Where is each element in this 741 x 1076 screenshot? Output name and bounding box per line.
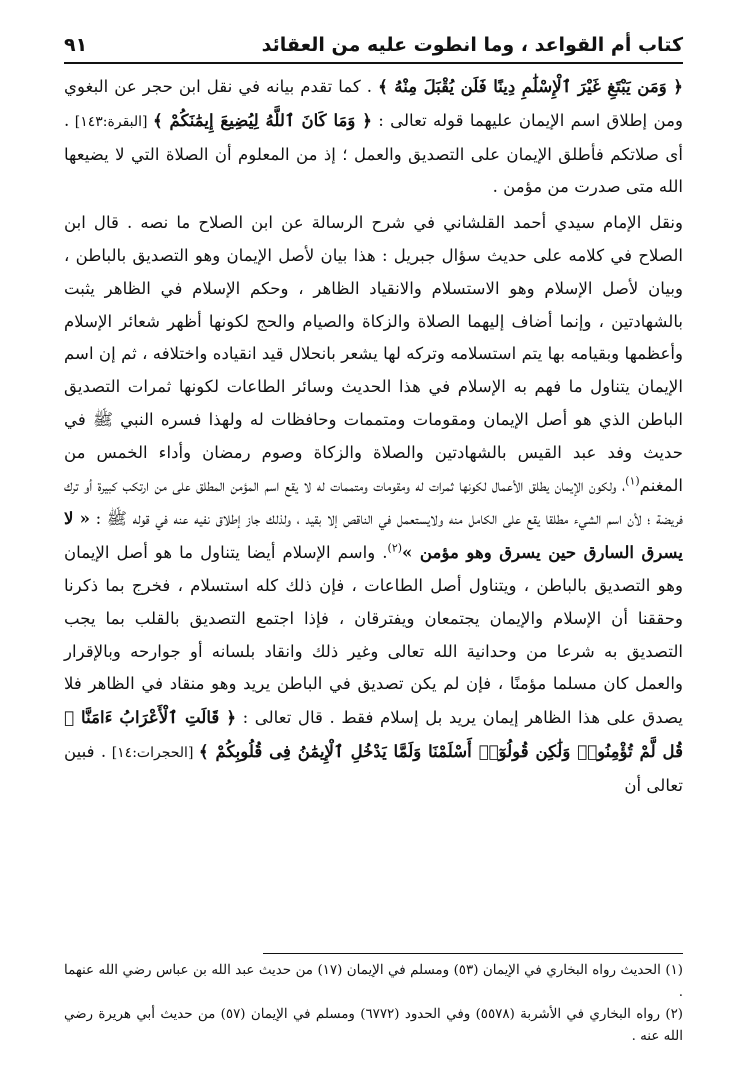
book-title: كتاب أم القواعد ، وما انطوت عليه من العقائد [261,34,683,56]
footnote-marker[interactable]: (٢) [387,541,403,555]
footnote-2: (٢) رواه البخاري في الأشربة (٥٥٧٨) وفي الحدود (٦٧٧٢) ومسلم في الإيمان (٥٧) من حديث أبي هريرة رضي الله عنه . [64,1007,683,1044]
paragraph-1 [64,70,683,204]
running-header [64,30,683,64]
verse-reference: [البقرة:١٤٣] [69,113,153,130]
page-number: ٩١ [64,34,88,56]
paragraph-text: . كما تقدم بيانه في نقل ابن حجر عن البغوي ومن إطلاق اسم الإيمان عليهما قوله تعالى : [64,77,683,130]
quran-verse: ﴿ قَالَتِ ٱلْأَعْرَابُ ءَامَنَّا ۖ قُل لَّمْ تُؤْمِنُوا۟ وَلَٰكِن قُولُوٓا۟ أَسْلَمْنَا وَلَمَّا يَدْخُلِ ٱلْإِيمَٰنُ فِى قُلُوبِكُمْ ﴾ [64,707,683,761]
footnote-marker[interactable]: (١) [625,474,640,488]
paragraph-2 [64,207,683,802]
main-text [64,70,683,803]
paragraph-text: . فبين تعالى أن [64,741,683,795]
paragraph-text: ، ولكون الإيمان يطلق الأعمال لكونها ثمرات له ومقومات ومتممات له لا يقع اسم المؤمن المطلق على من ارتكب كبيرة أو ترك فريضة ؛ لأن اسم الشيء مطلقا يقع على الكامل منه ولايستعمل في الناقص إلا بقيد ، ولذلك جاز إطلاق نفيه عنه في قوله ﷺ : [64,475,683,529]
footnote-1: (١) الحديث رواه البخاري في الإيمان (٥٣) ومسلم في الإيمان (١٧) من حديث عبد الله بن عباس رضي الله عنهما . [64,963,683,1000]
quran-verse: ﴿ وَمَا كَانَ ٱللَّهُ لِيُضِيعَ إِيمَٰنَكُمْ ﴾ [153,109,372,130]
footnotes [64,960,683,1048]
quran-verse: ﴿ وَمَن يَبْتَغِ غَيْرَ ٱلْإِسْلَٰمِ دِينًا فَلَن يُقْبَلَ مِنْهُ ﴾ [378,76,683,96]
paragraph-text: . واسم الإسلام أيضا يتناول ما هو أصل الإيمان وهو التصديق بالباطن ، ويتناول أصل الطاعات ، فإن ذلك كله استسلام ، فخرج بما ذكرنا وحققنا أن الإسلام والإيمان يجتمعان ويفترقان ، فإذا اجتمع التصديق بالقلب بما يجب التصديق به شرعا من وحدانية الله تعالى وغير ذلك وانقاد بلسانه أو جوارحه وبالإقرار والعمل كان مسلما مؤمنًا ، فإن لم يكن تصديق في الباطن يريد وهو منقاد في الظاهر فلا يصدق على هذا الظاهر إيمان يريد بل إسلام فقط . قال تعالى : [64,543,684,728]
paragraph-text: ونقل الإمام سيدي أحمد القلشاني في شرح الرسالة عن ابن الصلاح ما نصه . قال ابن الصلاح في كلامه على حديث سؤال جبريل : هذا بيان لأصل الإيمان وهو التصديق بالباطن ، وبيان لأصل الإسلام وهو الاستسلام والانقياد الظاهر ، وحكم الإسلام في الظاهر يثبت بالشهادتين ، وإنما أضاف إليهما الصلاة والزكاة والصيام والحج لكونها أظهر شعائر الإسلام وأعظمها وبقيامه بها يتم استسلامه وتركه لها يشعر بانحلال قيد انقياده واختلافه ، ثم إن اسم الإيمان يتناول ما فهم به الإسلام في هذا الحديث وسائر الطاعات لكونها ثمرات التصديق الباطن الذي هو أصل الإيمان ومقومات ومتممات وحافظات له ولهذا فسره النبي ﷺ في حديث وفد عبد القيس بالشهادتين والصلاة والزكاة وصوم رمضان وأداء الخمس من المغنم [64,213,683,495]
paragraph-text: . أى صلاتكم فأطلق الإيمان على التصديق والعمل ؛ إذ من المعلوم أن الصلاة التي لا يضيعها الله متى صدرت من مؤمن . [64,110,683,197]
footnote-separator [263,953,683,954]
hadith-quote: « لا يسرق السارق حين يسرق وهو مؤمن » [64,508,683,563]
verse-reference: [الحجرات:١٤] [106,744,199,761]
